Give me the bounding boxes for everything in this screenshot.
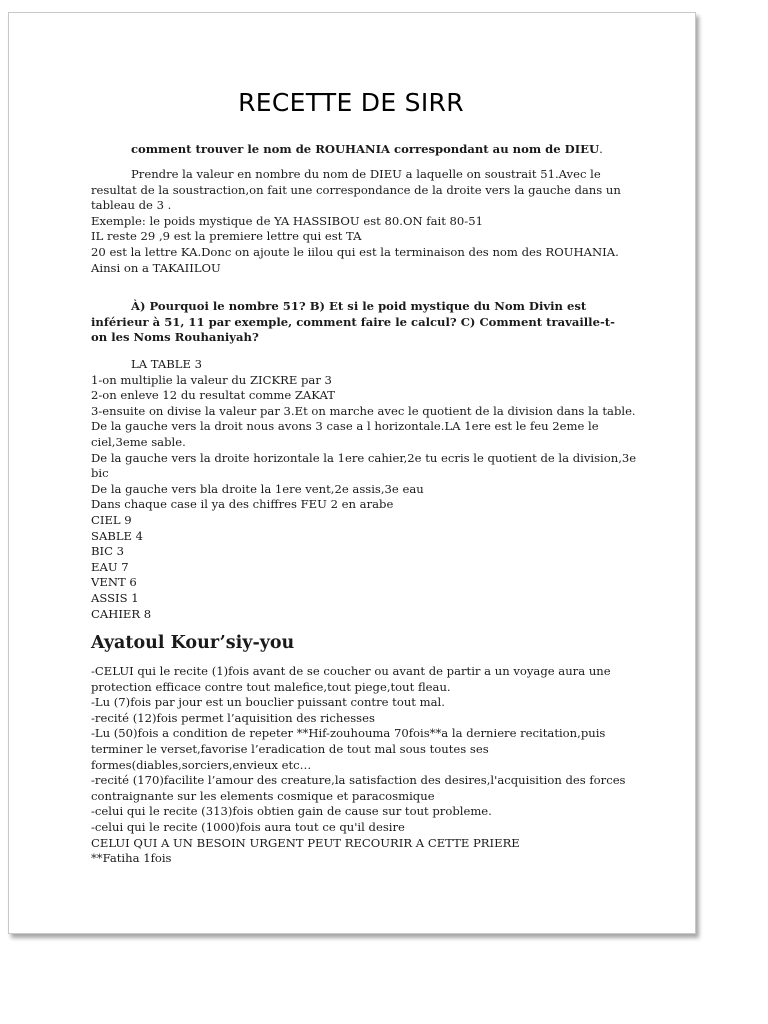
prayer-line: -celui qui le recite (1000)fois aura tout ce qu'il desire <box>91 819 405 834</box>
intro-line: IL reste 29 ,9 est la premiere lettre qui est TA <box>91 229 362 244</box>
intro-line: tableau de 3 . <box>91 198 172 213</box>
questions-paragraph <box>91 299 615 346</box>
table-line: SABLE 4 <box>91 528 144 543</box>
prayer-section <box>91 664 626 867</box>
table-line: De la gauche vers la droite horizontale la 1ere cahier,2e tu ecris le quotient de la division,3e <box>91 450 637 465</box>
section-heading: Ayatoul Kour’siy-you <box>91 633 295 653</box>
table-line: bic <box>91 466 109 481</box>
prayer-line: terminer le verset,favorise l’eradication de tout mal sous toutes ses <box>91 741 489 756</box>
question-line: on les Noms Rouhaniyah? <box>91 330 259 345</box>
prayer-line: -recité (170)facilite l’amour des creature,la satisfaction des desires,l'acquisition des forces <box>91 773 626 788</box>
subtitle-period: . <box>599 142 603 156</box>
table-line: ASSIS 1 <box>91 590 139 605</box>
prayer-line: CELUI QUI A UN BESOIN URGENT PEUT RECOURIR A CETTE PRIERE <box>91 835 520 850</box>
intro-line: resultat de la soustraction,on fait une correspondance de la droite vers la gauche dans un <box>91 182 621 197</box>
table-line: 2-on enleve 12 du resultat comme ZAKAT <box>91 388 335 403</box>
table-heading: LA TABLE 3 <box>131 357 202 371</box>
table-line: 1-on multiplie la valeur du ZICKRE par 3 <box>91 372 332 387</box>
intro-line: Exemple: le poids mystique de YA HASSIBOU est 80.ON fait 80-51 <box>91 213 483 228</box>
table-line: De la gauche vers bla droite la 1ere vent,2e assis,3e eau <box>91 481 424 496</box>
subtitle-text: comment trouver le nom de ROUHANIA correspondant au nom de DIEU <box>131 142 600 156</box>
table-line: EAU 7 <box>91 559 129 574</box>
table-line: CIEL 9 <box>91 512 132 527</box>
intro-line: Prendre la valeur en nombre du nom de DIEU a laquelle on soustrait 51.Avec le <box>131 167 601 181</box>
prayer-line: -CELUI qui le recite (1)fois avant de se coucher ou avant de partir a un voyage aura une <box>91 664 611 678</box>
question-line: inférieur à 51, 11 par exemple, comment faire le calcul? C) Comment travaille-t- <box>91 314 615 329</box>
document-subtitle <box>131 142 603 158</box>
table-line: ciel,3eme sable. <box>91 434 186 449</box>
intro-line: Ainsi on a TAKAIILOU <box>91 260 221 275</box>
prayer-line: protection efficace contre tout malefice,tout piege,tout fleau. <box>91 679 451 694</box>
document-page <box>8 12 696 934</box>
table-line: BIC 3 <box>91 544 125 559</box>
prayer-line: -Lu (7)fois par jour est un bouclier puissant contre tout mal. <box>91 695 445 710</box>
question-line: À) Pourquoi le nombre 51? B) Et si le poid mystique du Nom Divin est <box>131 299 587 313</box>
prayer-line: -Lu (50)fois a condition de repeter **Hif-zouhouma 70fois**a la derniere recitation,puis <box>91 726 606 741</box>
table-line: CAHIER 8 <box>91 606 152 621</box>
prayer-line: contraignante sur les elements cosmique et paracosmique <box>91 788 435 803</box>
document-title: RECETTE DE SIRR <box>238 88 464 117</box>
table-line: De la gauche vers la droit nous avons 3 case a l horizontale.LA 1ere est le feu 2eme le <box>91 419 599 434</box>
intro-line: 20 est la lettre KA.Donc on ajoute le iilou qui est la terminaison des nom des ROUHANIA. <box>91 244 619 259</box>
prayer-line: **Fatiha 1fois <box>91 851 172 866</box>
table-section <box>91 357 637 622</box>
table-line: 3-ensuite on divise la valeur par 3.Et on marche avec le quotient de la division dans la table. <box>91 403 636 418</box>
prayer-line: -celui qui le recite (313)fois obtien gain de cause sur tout probleme. <box>91 804 492 819</box>
prayer-line: -recité (12)fois permet l’aquisition des richesses <box>91 710 375 725</box>
intro-paragraph <box>91 167 621 276</box>
prayer-line: formes(diables,sorciers,envieux etc… <box>91 757 312 772</box>
table-line: VENT 6 <box>91 575 137 590</box>
table-line: Dans chaque case il ya des chiffres FEU 2 en arabe <box>91 497 394 512</box>
